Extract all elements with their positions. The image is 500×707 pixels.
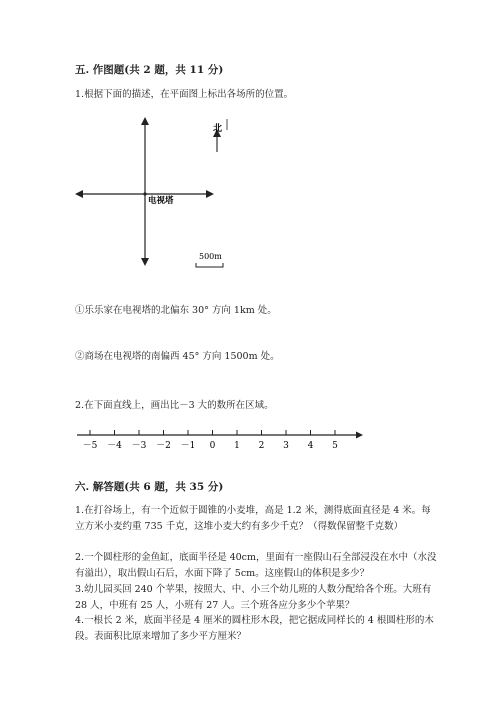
north-label: 北 bbox=[213, 124, 223, 134]
tower-label: 电视塔 bbox=[148, 196, 174, 206]
question-6-4: 4.一根长 2 米，底面半径是 4 厘米的圆柱形木段，把它据成同样长的 4 根圆柱形的木段。表面积比原来增加了多少平方厘米？ bbox=[75, 615, 434, 642]
question-6-1: 1.在打谷场上，有一个近似于圆锥的小麦堆，高是 1.2 米，测得底面直径是 4 米。每立方米小麦约重 735 千克，这堆小麦大约有多少千克？（得数保留整千克数） bbox=[75, 505, 431, 532]
map-item-2: ②商场在电视塔的南偏西 45° 方向 1500m 处。 bbox=[75, 351, 280, 362]
tv-tower-point bbox=[143, 192, 146, 195]
map-item-1: ①乐乐家在电视塔的北偏东 30° 方向 1km 处。 bbox=[75, 305, 277, 316]
number-line-label: －3 bbox=[131, 441, 147, 451]
number-line-label: 3 bbox=[283, 441, 289, 451]
number-line-label: －2 bbox=[156, 441, 171, 451]
number-line-label: 0 bbox=[209, 441, 216, 451]
number-line-label: 1 bbox=[234, 441, 240, 451]
number-line-label: 4 bbox=[307, 441, 314, 451]
number-line-label: 2 bbox=[258, 441, 265, 451]
question-5-1: 1.根据下面的描述，在平面图上标出各场所的位置。 bbox=[75, 89, 294, 100]
question-6-2: 2.一个圆柱形的金鱼缸，底面半径是 40cm，里面有一座假山石全部浸没在水中（水没有溢出），取出假山石后，水面下降了 5cm。这座假山的体积是多少？ bbox=[75, 552, 437, 579]
section5-title: 五. 作图题(共 2 题，共 11 分) bbox=[75, 64, 224, 76]
scale-bar bbox=[196, 263, 223, 267]
number-line-label: －1 bbox=[180, 441, 196, 451]
question-5-2: 2.在下面直线上，画出比－3 大的数所在区域。 bbox=[75, 400, 274, 411]
section6-title: 六. 解答题(共 6 题，共 35 分) bbox=[75, 481, 224, 493]
number-line-label: －5 bbox=[82, 441, 98, 451]
number-line bbox=[77, 430, 363, 451]
question-6-3: 3.幼儿园买回 240 个苹果，按照大、中、小三个幼儿班的人数分配给各个班。大班有 28 人，中班有 25 人，小班有 27 人。三个班各应分多少个苹果？ bbox=[75, 584, 432, 611]
number-line-label: 5 bbox=[332, 441, 338, 451]
number-line-arrow bbox=[356, 432, 363, 439]
number-line-label: －4 bbox=[107, 441, 122, 451]
scale-label: 500m bbox=[199, 252, 222, 261]
